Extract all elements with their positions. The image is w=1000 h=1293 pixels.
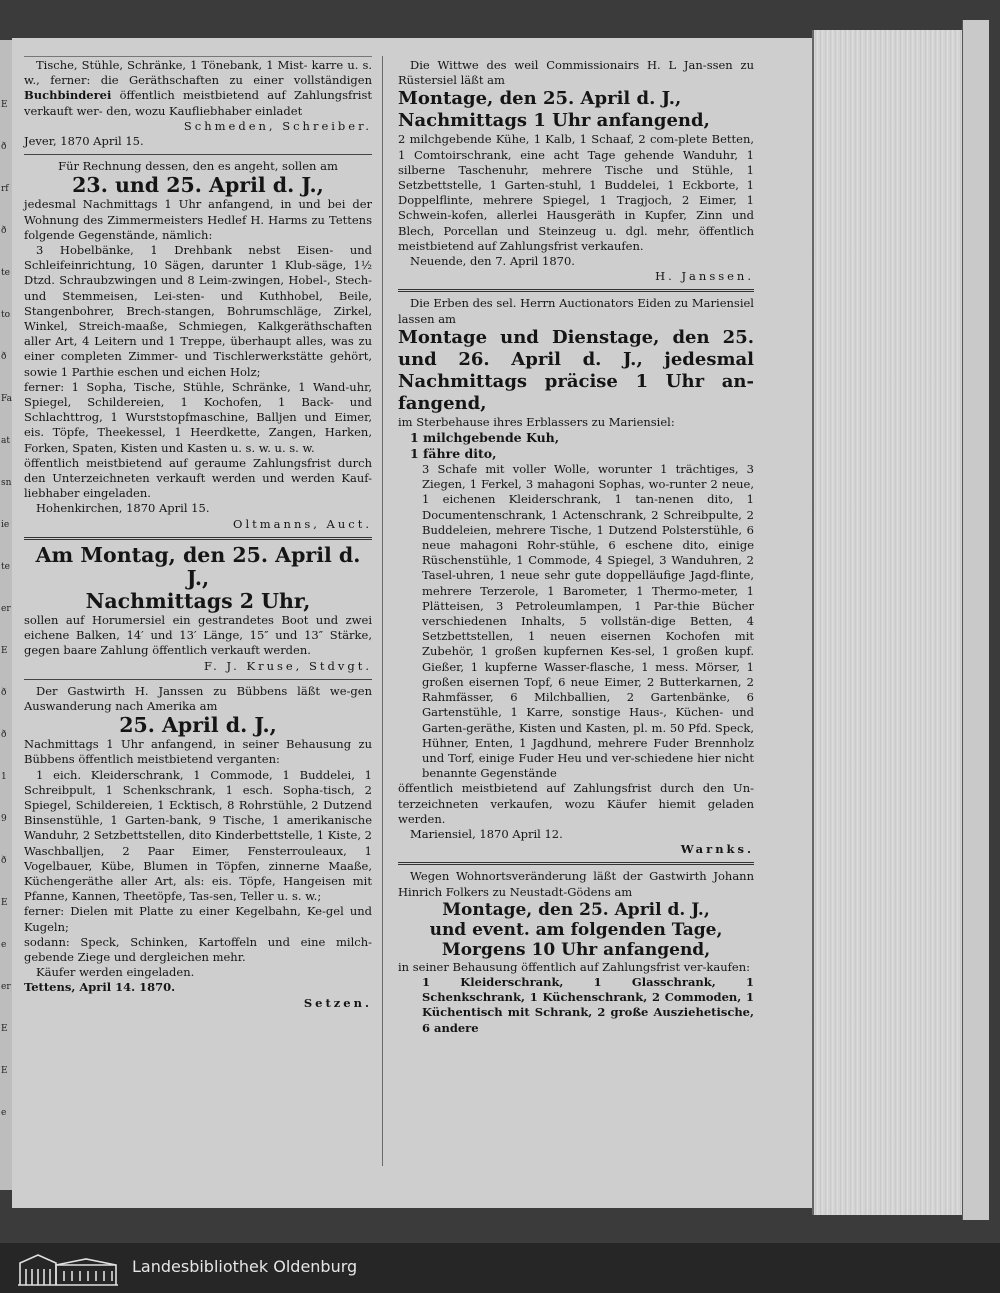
- ad-line: ferner: die Geräthschaften zu einer vollständigen: [50, 73, 373, 88]
- ad-folkers: [398, 867, 754, 1038]
- signature: Warnks.: [680, 842, 754, 857]
- library-building-icon: [16, 1251, 120, 1287]
- left-edge-fragment: te: [1, 268, 10, 278]
- signature: Setzen.: [303, 995, 372, 1010]
- ad-text: [24, 58, 372, 119]
- signature: F. J. Kruse, Stdvgt.: [203, 658, 372, 673]
- ad-intro: Die Wittwe des weil Commissionairs H. L Jan-ssen zu Rüstersiel läßt am: [398, 58, 754, 88]
- left-column: [24, 56, 372, 1014]
- ad-paragraph: ferner: 1 Sopha, Tische, Stühle, Schränke, 1 Wand-uhr, Spiegel, Schildereien, 1 Kochofen, 1 Back- und Schlachttrog, 1 Wurststopfmaschine, Balljen und Eimer, eis. Töpfe, Theekessel, 1 Heerdkette, Zangen, Harken, Forken, Spaten, Kisten und Kasten u. s. w. u. s. w.: [24, 379, 372, 455]
- ad-setzen: [24, 682, 372, 1014]
- ad-line: öffentlich meistbietend auf Zahlungsfrist verkauft wer-: [24, 88, 373, 118]
- ad-paragraph: Nachmittags 1 Uhr anfangend, in seiner Behausung zu Bübbens öffentlich meistbietend verganten:: [24, 737, 372, 767]
- dateline: Mariensiel, 1870 April 12.: [410, 826, 563, 841]
- left-edge-fragment: ð: [1, 730, 7, 740]
- dateline: Neuende, den 7. April 1870.: [410, 254, 575, 269]
- ad-heading: Montage, den 25. April d. J.,: [442, 899, 710, 920]
- ad-heading: Nachmittags 2 Uhr,: [85, 588, 311, 613]
- ad-paragraph: öffentlich meistbietend auf geraume Zahlungsfrist durch den Unterzeichneten verkauft werden und werden Kauf-liebhaber eingeladen.: [24, 455, 372, 501]
- ad-intro: Der Gastwirth H. Janssen zu Bübbens läßt we-gen Auswanderung nach Amerika am: [24, 683, 372, 713]
- ad-heading: Montage und Dienstage, den 25. und 26. April d. J., jedesmal Nachmittags präcise 1 Uhr an-fangend,: [398, 326, 754, 414]
- ad-paragraph: öffentlich meistbietend auf Zahlungsfrist durch den Un-terzeichneten verkaufen, wozu Käufer hiemit geladen werden.: [398, 781, 754, 826]
- ad-separator: [398, 862, 754, 865]
- ad-item: 1 fähre dito,: [410, 446, 497, 462]
- left-edge-fragment: ð: [1, 352, 7, 362]
- ad-separator: [24, 154, 372, 155]
- left-edge-fragment: E: [1, 1066, 8, 1076]
- left-page-edge: [0, 40, 12, 1190]
- left-edge-fragment: ð: [1, 856, 7, 866]
- column-divider: [382, 56, 383, 1166]
- dateline: Tettens, April 14. 1870.: [24, 980, 176, 995]
- left-edge-fragment: 9: [1, 814, 7, 824]
- left-edge-fragment: ð: [1, 226, 7, 236]
- left-edge-fragment: to: [1, 310, 11, 320]
- right-column: [398, 56, 754, 1039]
- ad-separator: [24, 537, 372, 540]
- left-edge-fragment: E: [1, 646, 8, 656]
- signature: Oltmanns, Auct.: [233, 516, 372, 531]
- left-edge-fragment: er: [1, 604, 11, 614]
- left-edge-fragment: Fa: [1, 394, 12, 404]
- ad-line: Buchbinderei: [24, 88, 112, 103]
- ad-heading: Montage, den 25. April d. J.,: [398, 88, 682, 110]
- ad-intro: Für Rechnung dessen, den es angeht, sollen am: [58, 159, 338, 174]
- left-edge-fragment: te: [1, 562, 10, 572]
- ad-paragraph: sollen auf Horumersiel ein gestrandetes Boot und zwei eichene Balken, 14′ und 13′ Länge, 15″ und 13″ Stärke, gegen baare Zahlung öffentlich verkauft werden.: [24, 612, 372, 658]
- left-edge-fragment: E: [1, 898, 8, 908]
- ad-paragraph: 1 eich. Kleiderschrank, 1 Commode, 1 Buddelei, 1 Schreibpult, 1 Schenkschrank, 1 esch. Sopha-tisch, 2 Spiegel, Schildereien, 1 Ecktisch, 8 Rohrstühle, 2 Dutzend Binsenstühle, 1 Garten-bank, 9 Tische, 1 amerikanische Wanduhr, 2 Setzbettstellen, dito Kinderbettstelle, 1 Kiste, 2 Waschballjen, 2 Paar Eimer, Fensterrouleaux, 1 Vogelbauer, Kübe, Blumen in Töpfen, zinnerne Maaße, Küchengeräthe aller Art, als: eis. Töpfe, Hangeisen mit Pfanne, Kannen, Theetöpfe, Tas-sen, Teller u. s. w.;: [24, 767, 372, 904]
- footer-bar: [0, 1243, 1000, 1293]
- ad-paragraph: 3 Schafe mit voller Wolle, worunter 1 trächtiges, 3 Ziegen, 1 Ferkel, 3 mahagoni Sophas, wo-runter 2 neue, 1 eichenen Kleiderschrank, 1 tan-nenen dito, 1 Documentenschrank, 1 Actenschrank, 2 Schreibpulte, 2 Buddeleien, mehrere Tische, 1 Dutzend Polsterstühle, 6 neue mahagoni Rohr-stühle, 6 eschene dito, einige Rüschenstühle, 1 Commode, 4 Spiegel, 3 Wanduhren, 2 Tasel-uhren, 1 neue sehr gute doppelläufige Jagd-flinte, mehrere Terzerole, 1 Barometer, 1 Thermo-meter, 1 Plätteisen, 3 Petroleumlampen, 1 Par-thie Bücher verschiedenen Inhalts, 5 vollstän-dige Betten, 4 Setzbettstellen, 1 neuen eisernen Kochofen mit Zubehör, 1 großen kupfernen Kes-sel, 1 großen kupf. Gießer, 1 kupferne Wasser-flasche, 1 mess. Mörser, 1 großen eisernen Topf, 6 neue Eimer, 2 Butterkarnen, 2 Rahmfässer, 6 Milchballien, 2 Gartenbänke, 6 Gartenstühle, 1 Karre, sonstige Haus-, Küchen- und Garten-geräthe, Kisten und Kasten, pl. m. 50 Pfd. Speck, Hühner, Enten, 1 Jagdhund, mehrere Fuder Brennholz und Torf, einige Fuder Heu und ver-schiedene hier nicht benannte Gegenstände: [422, 462, 754, 781]
- left-edge-fragment: at: [1, 436, 10, 446]
- ad-heading: Nachmittags 1 Uhr anfangend,: [398, 110, 710, 132]
- left-edge-fragment: ð: [1, 688, 7, 698]
- dateline: Jever, 1870 April 15.: [24, 134, 144, 149]
- book-page-edges: [812, 30, 966, 1215]
- left-edge-fragment: er: [1, 982, 11, 992]
- ad-place: im Sterbehause ihres Erblassers zu Mariensiel:: [398, 414, 675, 429]
- left-edge-fragment: e: [1, 1108, 7, 1118]
- ad-line: den, wozu Kaufliebhaber einladet: [106, 103, 303, 118]
- left-edge-fragment: rf: [1, 184, 9, 194]
- left-edge-fragment: ie: [1, 520, 10, 530]
- ad-oltmanns: [24, 157, 372, 535]
- book-cover: [962, 20, 989, 1220]
- left-edge-fragment: E: [1, 100, 8, 110]
- left-edge-fragment: sn: [1, 478, 12, 488]
- ad-separator: [24, 679, 372, 680]
- ad-line: Tische, Stühle, Schränke, 1 Tönebank, 1 Mist-: [36, 58, 308, 72]
- left-edge-fragment: E: [1, 1024, 8, 1034]
- ad-paragraph: jedesmal Nachmittags 1 Uhr anfangend, in und bei der Wohnung des Zimmermeisters Hedlef H. Harms zu Tettens folgende Gegenstände, nämlich:: [24, 197, 372, 242]
- dateline: Hohenkirchen, 1870 April 15.: [36, 501, 210, 516]
- ad-item: 1 milchgebende Kuh,: [410, 430, 560, 446]
- ad-paragraph: 2 milchgebende Kühe, 1 Kalb, 1 Schaaf, 2 com-plete Betten, 1 Comtoirschrank, eine acht Tage gehende Wanduhr, 1 silberne Taschenuhr, mehrere Tische und Stühle, 1 Setzbettstelle, 1 Garten-stuhl, 1 Buddelei, 1 Eckborte, 1 Doppelflinte, mehrere Spiegel, 1 Tragjoch, 2 Eimer, 1 Schwein-kofen, allerlei Hausgeräth in Kupfer, Zinn und Blech, Porcellan und Steinzeug u. dgl. mehr, öffentlich meistbietend auf Zahlungsfrist verkaufen.: [398, 132, 754, 253]
- ad-paragraph: Käufer werden eingeladen.: [36, 965, 195, 980]
- ad-paragraph: 3 Hobelbänke, 1 Drehbank nebst Eisen- und Schleifeinrichtung, 10 Sägen, darunter 1 Klub-säge, 1½ Dtzd. Schraubzwingen und 8 Leim-zwingen, Hobel-, Stech- und Stemmeisen, Lei-sten- und Kuthhobel, Beile, Stangenbohrer, Brech-stangen, Bohrumschläge, Zirkel, Winkel, Streich-maaße, Schmiegen, Kalkgeräthschaften aller Art, 4 Leitern und 1 Treppe, überhaupt alles, was zu einer completen Zimmer- und Tischlerwerkstätte gehört, sowie 1 Parthie eschen und eichen Holz;: [24, 243, 372, 379]
- ad-heading: Am Montag, den 25. April d. J.,: [35, 542, 361, 590]
- ad-heading: Morgens 10 Uhr anfangend,: [441, 939, 711, 960]
- ad-janssen: [398, 56, 754, 287]
- ad-heading: und event. am folgenden Tage,: [429, 919, 723, 940]
- left-edge-fragment: e: [1, 940, 7, 950]
- ad-paragraph: in seiner Behausung öffentlich auf Zahlungsfrist ver-kaufen:: [398, 959, 750, 974]
- ad-kruse: [24, 542, 372, 677]
- ad-line: karre u. s. w.,: [24, 58, 373, 88]
- footer-label: Landesbibliothek Oldenburg: [132, 1257, 358, 1276]
- ad-heading: 25. April d. J.,: [119, 713, 277, 738]
- ad-paragraph: sodann: Speck, Schinken, Kartoffeln und eine milch-gebende Ziege und dergleichen mehr.: [24, 934, 372, 964]
- ad-warnks: [398, 294, 754, 860]
- ad-intro: Wegen Wohnortsveränderung läßt der Gastwirth Johann Hinrich Folkers zu Neustadt-Gödens am: [398, 869, 754, 899]
- signature: Schmeden, Schreiber.: [183, 118, 372, 133]
- ad-heading: 23. und 25. April d. J.,: [72, 173, 324, 198]
- left-edge-fragment: 1: [1, 772, 7, 782]
- ad-paragraph: 1 Kleiderschrank, 1 Glasschrank, 1 Schenkschrank, 1 Küchenschrank, 2 Commoden, 1 Küchentisch mit Schrank, 2 große Ausziehetische, 6 andere: [422, 974, 754, 1035]
- ad-schmeden: [24, 56, 372, 152]
- ad-intro: Die Erben des sel. Herrn Auctionators Eiden zu Mariensiel lassen am: [398, 296, 754, 326]
- ad-separator: [398, 289, 754, 292]
- ad-paragraph: ferner: Dielen mit Platte zu einer Kegelbahn, Ke-gel und Kugeln;: [24, 904, 372, 934]
- left-edge-fragment: ð: [1, 142, 7, 152]
- signature: H. Janssen.: [655, 269, 754, 284]
